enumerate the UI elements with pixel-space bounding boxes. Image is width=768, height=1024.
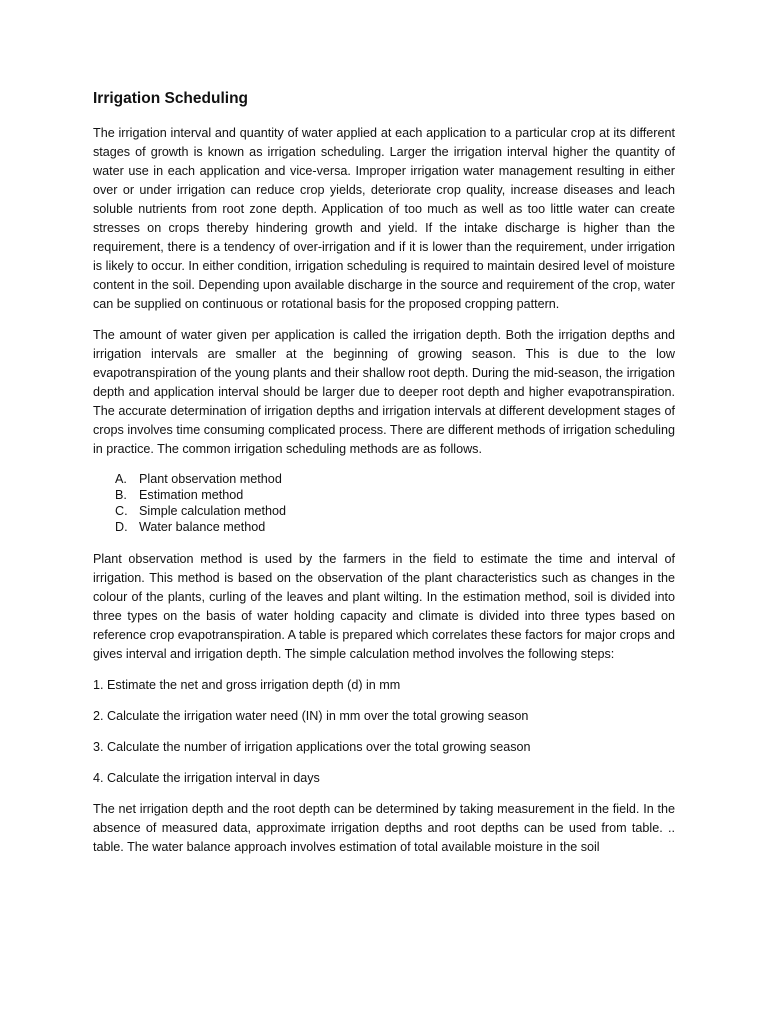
list-marker: B. <box>115 488 127 502</box>
list-item-label: Water balance method <box>139 520 266 534</box>
step-item: 4. Calculate the irrigation interval in days <box>93 771 320 785</box>
methods-list <box>93 471 675 535</box>
list-item-label: Simple calculation method <box>139 504 287 518</box>
list-item <box>115 519 675 535</box>
list-marker: C. <box>115 504 128 518</box>
paragraph-definition: The irrigation interval and quantity of water applied at each application to a particular crop at its different stages of growth is known as irrigation scheduling. Larger the irrigation interval higher the quantity of water use in each application and vice-versa. Improper irrigation water management resulting in either over or under irrigation can reduce crop yields, deteriorate crop quality, increase diseases and leach soluble nutrients from root zone depth. Application of too much as well as too little water can create stresses on crops thereby hindering growth and yield. If the intake discharge is higher than the requirement, there is a tendency of over-irrigation and if it is lower than the requirement, under irrigation is likely to occur. In either condition, irrigation scheduling is required to maintain desired level of moisture content in the soil. Depending upon available discharge in the source and requirement of the crop, water can be supplied on continuous or rotational basis for the proposed cropping pattern. <box>93 126 675 311</box>
document-page <box>93 88 675 869</box>
list-item <box>115 503 675 519</box>
list-item <box>115 471 675 487</box>
paragraph-irrigation-depth: The amount of water given per application is called the irrigation depth. Both the irrigation depths and irrigation intervals are smaller at the beginning of growing season. This is due to the low evapotranspiration of the young plants and their shallow root depth. During the mid-season, the irrigation depth and application interval should be larger due to deeper root depth and higher evapotranspiration. The accurate determination of irrigation depths and irrigation intervals at different development stages of crops involves time consuming complicated process. There are different methods of irrigation scheduling in practice. The common irrigation scheduling methods are as follows. <box>93 328 675 456</box>
list-item-label: Plant observation method <box>139 472 282 486</box>
step-item: 3. Calculate the number of irrigation applications over the total growing season <box>93 740 531 754</box>
document-title: Irrigation Scheduling <box>93 90 249 107</box>
step-item: 2. Calculate the irrigation water need (IN) in mm over the total growing season <box>93 709 529 723</box>
list-marker: D. <box>115 520 128 534</box>
step-item: 1. Estimate the net and gross irrigation depth (d) in mm <box>93 678 401 692</box>
list-item <box>115 487 675 503</box>
list-item-label: Estimation method <box>139 488 244 502</box>
list-marker: A. <box>115 472 127 486</box>
paragraph-methods-description: Plant observation method is used by the farmers in the field to estimate the time and interval of irrigation. This method is based on the observation of the plant characteristics such as changes in the colour of the plants, curling of the leaves and plant wilting. In the estimation method, soil is divided into three types on the basis of water holding capacity and climate is divided into three types based on reference crop evapotranspiration. A table is prepared which correlates these factors for major crops and gives interval and irrigation depth. The simple calculation method involves the following steps: <box>93 552 675 661</box>
paragraph-final: The net irrigation depth and the root depth can be determined by taking measurement in the field. In the absence of measured data, approximate irrigation depths and root depths can be used from table. .. table. The water balance approach involves estimation of total available moisture in the soil <box>93 802 675 854</box>
